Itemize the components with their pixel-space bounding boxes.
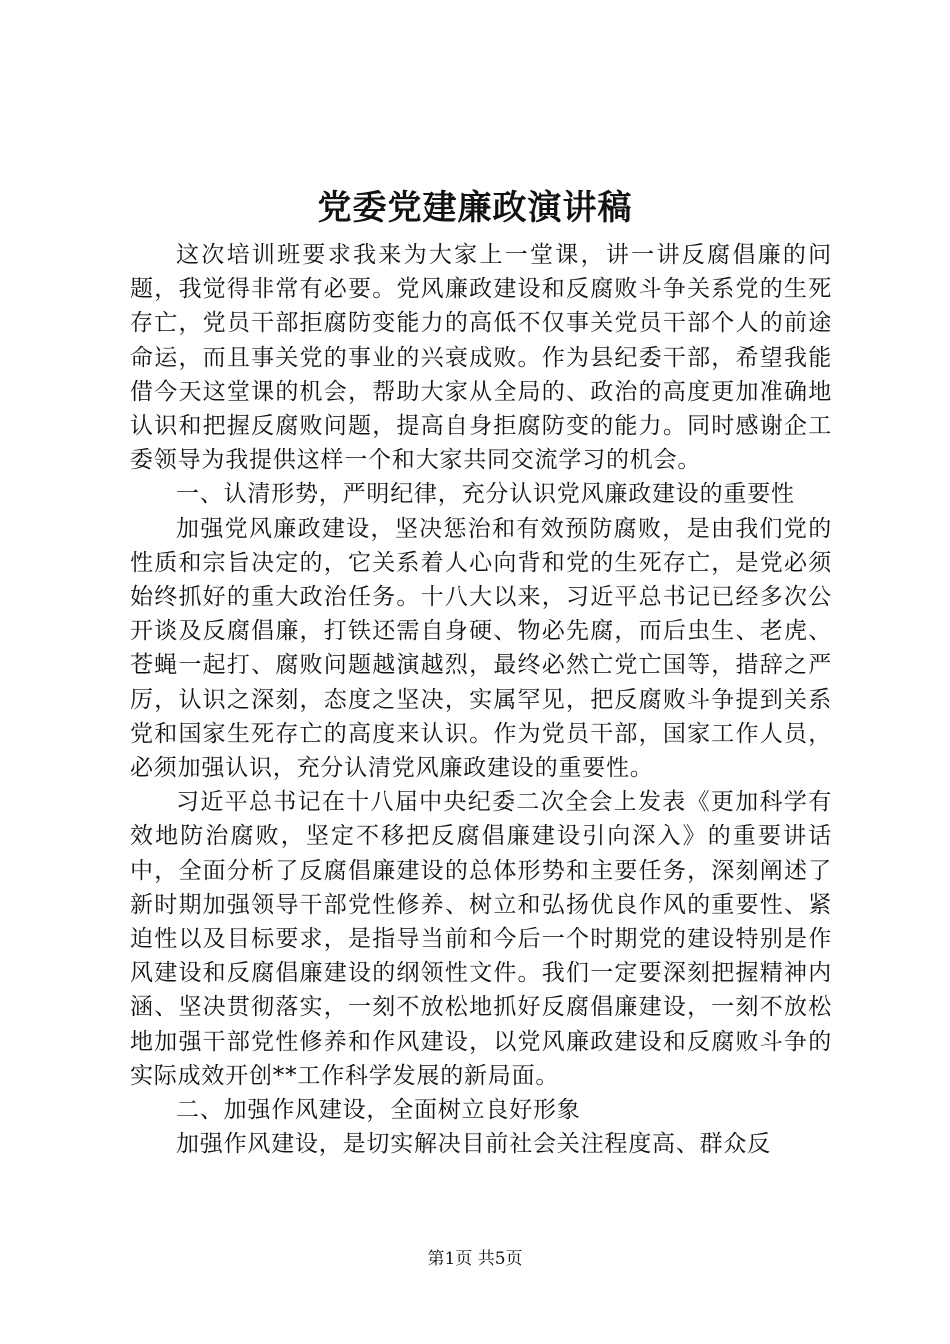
document-body: [130, 238, 832, 1161]
body-paragraph: 加强作风建设，是切实解决目前社会关注程度高、群众反: [176, 1131, 771, 1158]
page-number-footer: 第1页 共5页: [427, 1249, 523, 1269]
document-title: 党委党建廉政演讲稿: [317, 188, 633, 228]
section-heading-2: 二、加强作风建设，全面树立良好形象: [176, 1097, 581, 1124]
body-paragraph: 习近平总书记在十八届中央纪委二次全会上发表《更加科学有效地防治腐败，坚定不移把反腐倡廉建设引向深入》的重要讲话中，全面分析了反腐倡廉建设的总体形势和主要任务，深刻阐述了新时期加强领导干部党性修养、树立和弘扬优良作风的重要性、紧迫性以及目标要求，是指导当前和今后一个时期党的建设特别是作风建设和反腐倡廉建设的纲领性文件。我们一定要深刻把握精神内涵、坚决贯彻落实，一刻不放松地抓好反腐倡廉建设，一刻不放松地加强干部党性修养和作风建设，以党风廉政建设和反腐败斗争的实际成效开创**工作科学发展的新局面。: [130, 789, 832, 1089]
section-heading-1: 一、认清形势，严明纪律，充分认识党风廉政建设的重要性: [176, 481, 795, 508]
body-paragraph: 加强党风廉政建设，坚决惩治和有效预防腐败，是由我们党的性质和宗旨决定的，它关系着人心向背和党的生死存亡，是党必须始终抓好的重大政治任务。十八大以来，习近平总书记已经多次公开谈及反腐倡廉，打铁还需自身硬、物必先腐，而后虫生、老虎、苍蝇一起打、腐败问题越演越烈，最终必然亡党亡国等，措辞之严厉，认识之深刻，态度之坚决，实属罕见，把反腐败斗争提到关系党和国家生死存亡的高度来认识。作为党员干部，国家工作人员，必须加强认识，充分认清党风廉政建设的重要性。: [130, 515, 832, 782]
intro-paragraph: 这次培训班要求我来为大家上一堂课，讲一讲反腐倡廉的问题，我觉得非常有必要。党风廉政建设和反腐败斗争关系党的生死存亡，党员干部拒腐防变能力的高低不仅事关党员干部个人的前途命运，而且事关党的事业的兴衰成败。作为县纪委干部，希望我能借今天这堂课的机会，帮助大家从全局的、政治的高度更加准确地认识和把握反腐败问题，提高自身拒腐防变的能力。同时感谢企工委领导为我提供这样一个和大家共同交流学习的机会。: [130, 242, 832, 474]
